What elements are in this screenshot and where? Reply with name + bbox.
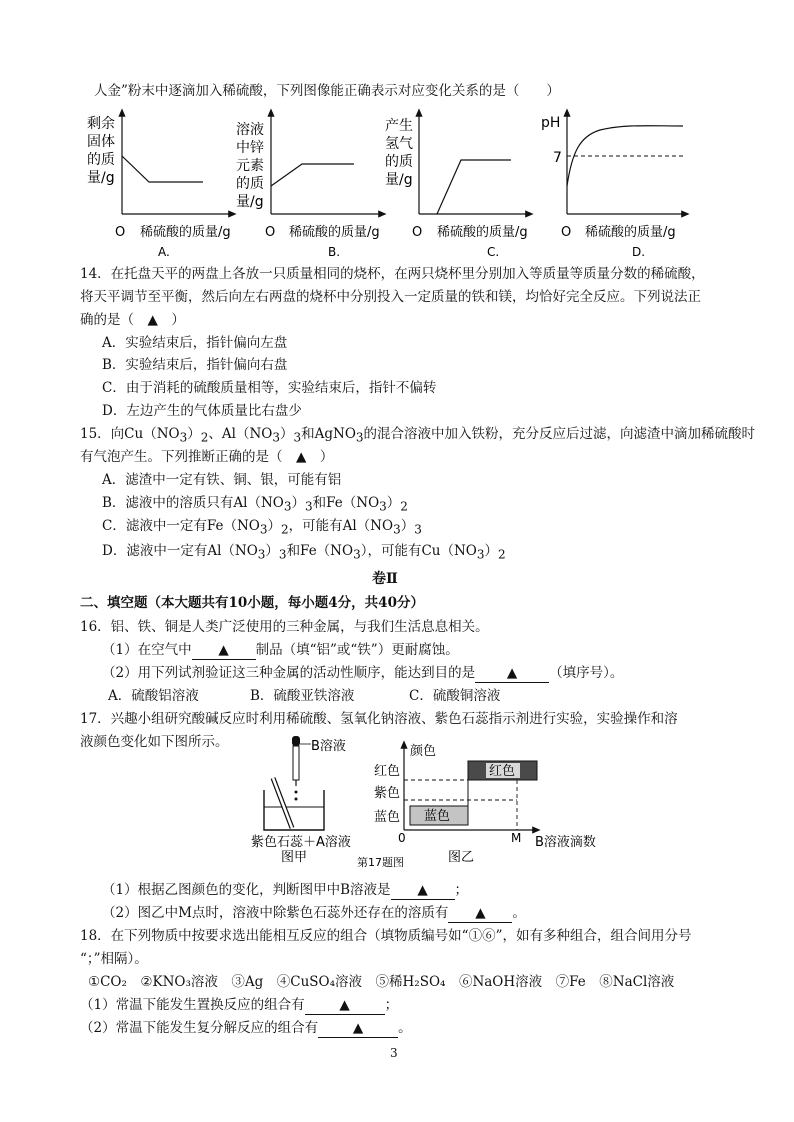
- graph-d-origin: O: [561, 225, 572, 240]
- graph-a-ylabel-0: 剩余: [87, 116, 115, 132]
- q18-blank-2: ▲: [318, 1019, 398, 1038]
- fig-a-beaker: [251, 736, 351, 865]
- q17-blank-2: ▲: [448, 904, 512, 923]
- graph-d-ref: 7: [553, 150, 562, 166]
- graph-d-xlabel: 稀硫酸的质量/g: [585, 225, 676, 240]
- fig-b-m: M: [511, 831, 522, 845]
- q15-option-c: C．滤液中一定有$Fe(NO_3)_2$，可能有$Al(NO_3)_3$: [102, 518, 422, 537]
- q18-line-1: 18．在下列物质中按要求选出能相互反应的组合（填物质编号如“①⑥”，如有多种组合，组合间用分号: [80, 928, 692, 944]
- fig-b-bar-red: 红色: [489, 764, 516, 779]
- graph-d: [541, 112, 686, 258]
- q15-line-1: 15．向$Cu(NO_3)_2$、$Al(NO_3)_3$和AgNO$_3$的混合溶液中加入铁粉，充分反应后过滤，向滤渣中滴加稀硫酸时: [80, 426, 756, 445]
- q17-part-1: （1）根据乙图颜色的变化，判断图甲中B溶液是 ▲ ；: [102, 882, 469, 898]
- q18-part-2: （2）常温下能发生复分解反应的组合有 ▲ 。: [80, 1020, 412, 1036]
- q15-line-2: 有气泡产生。下列推断正确的是（ ▲ ）: [80, 449, 334, 465]
- q15-option-d: D．滤液中一定有$Al(NO_3)_3$和$Fe(NO_3)$，可能有$Cu(NO_3)_2$: [102, 543, 506, 562]
- graph-a-option: A.: [158, 245, 170, 258]
- graph-b-option: B.: [328, 245, 341, 258]
- graph-d-option: D.: [632, 245, 646, 258]
- fig-b-level-purple: 紫色: [374, 786, 401, 801]
- q17-figure: [0, 734, 794, 874]
- section-2-heading: 二、填空题（本大题共有10小题，每小题4分，共40分）: [80, 595, 424, 611]
- q18-blank-1: ▲: [305, 996, 385, 1015]
- graph-d-ylabel: pH: [541, 115, 561, 131]
- fig-a-caption-2: 图甲: [281, 850, 308, 865]
- graph-a: [87, 112, 233, 258]
- q16-part-2: （2）用下列试剂验证这三种金属的活动性顺序，能达到目的是 ▲ （填序号）。: [102, 665, 624, 681]
- fig-b-level-blue: 蓝色: [374, 810, 401, 825]
- q13-graphs: [0, 108, 794, 258]
- fig-b-xlabel: B溶液滴数: [535, 835, 596, 850]
- graph-c-ylabel-2: 的质: [385, 154, 413, 170]
- fig-b-caption: 图乙: [448, 850, 475, 865]
- graph-b-ylabel-1: 中锌: [236, 140, 264, 156]
- q16-option-b: B．硫酸亚铁溶液: [250, 688, 355, 704]
- q18-part-1: （1）常温下能发生置换反应的组合有 ▲ ；: [80, 997, 399, 1013]
- q17-figure-caption: 第17题图: [357, 856, 404, 869]
- q14-option-c: C．由于消耗的硫酸质量相等，实验结束后，指针不偏转: [102, 380, 437, 396]
- q16-part-1: （1）在空气中 ▲ 制品（填“铝”或“铁”）更耐腐蚀。: [102, 642, 459, 658]
- graph-b: [236, 112, 383, 258]
- graph-b-xlabel: 稀硫酸的质量/g: [289, 225, 380, 240]
- q14-option-a: A．实验结束后，指针偏向左盘: [102, 335, 288, 351]
- q18-items: ①CO₂ ②KNO₃溶液 ③Ag ④CuSO₄溶液 ⑤稀H₂SO₄ ⑥NaOH溶液 ⑦Fe ⑧NaCl溶液: [88, 974, 675, 990]
- fig-a-caption-1: 紫色石蕊＋A溶液: [251, 835, 351, 850]
- q14-line-3: 确的是（ ▲ ）: [80, 312, 185, 328]
- graph-a-origin: O: [115, 225, 126, 240]
- q13-tail-text: 人金”粉末中逐滴加入稀硫酸，下列图像能正确表示对应变化关系的是（ ）: [94, 83, 560, 99]
- fig-b-color-chart: [374, 743, 596, 865]
- q17-line-2: 液颜色变化如下图所示。: [80, 734, 229, 750]
- q17-blank-1: ▲: [391, 881, 455, 900]
- fig-b-ylabel: 颜色: [410, 744, 437, 759]
- q14-option-d: D．左边产生的气体质量比右盘少: [102, 403, 302, 419]
- volume-2-heading: 卷Ⅱ: [372, 571, 398, 587]
- graph-a-ylabel-3: 量/g: [87, 170, 115, 186]
- q18-line-2: “；”相隔）。: [80, 951, 148, 967]
- fig-b-bar-blue: 蓝色: [424, 809, 451, 824]
- graph-b-ylabel-4: 量/g: [236, 194, 264, 210]
- graph-b-ylabel-2: 元素: [236, 158, 264, 174]
- graph-c-ylabel-0: 产生: [385, 118, 413, 134]
- graph-b-ylabel-3: 的质: [236, 176, 264, 192]
- fig-b-level-red: 红色: [374, 764, 401, 779]
- fig-b-origin: 0: [398, 831, 406, 845]
- q16-option-c: C．硫酸铜溶液: [409, 688, 501, 704]
- graph-b-ylabel-0: 溶液: [236, 122, 264, 138]
- graph-a-xlabel: 稀硫酸的质量/g: [140, 225, 231, 240]
- graph-c: [385, 112, 530, 258]
- graph-c-ylabel-3: 量/g: [385, 172, 413, 188]
- q15-option-b: B．滤液中的溶质只有$Al(NO_3)_3$和$Fe(NO_3)_2$: [102, 495, 408, 514]
- q16-blank-2: ▲: [475, 664, 549, 683]
- q17-part-2: （2）图乙中M点时，溶液中除紫色石蕊外还存在的溶质有 ▲ 。: [102, 905, 526, 921]
- graph-c-ylabel-1: 氢气: [385, 136, 413, 152]
- graph-c-option: C.: [487, 245, 500, 258]
- graph-c-xlabel: 稀硫酸的质量/g: [437, 225, 528, 240]
- q17-line-1: 17．兴趣小组研究酸碱反应时利用稀硫酸、氢氧化钠溶液、紫色石蕊指示剂进行实验，实验操作和溶: [80, 711, 678, 727]
- graph-c-origin: O: [412, 225, 423, 240]
- graph-a-ylabel-1: 固体: [87, 134, 115, 150]
- graph-b-origin: O: [265, 225, 276, 240]
- q14-line-2: 将天平调节至平衡，然后向左右两盘的烧杯中分别投入一定质量的铁和镁，均恰好完全反应。下列说法正: [80, 289, 701, 305]
- q15-option-a: A．滤渣中一定有铁、铜、银，可能有铝: [102, 472, 342, 488]
- q16-blank-1: ▲: [192, 641, 256, 660]
- q16-option-a: A．硫酸铝溶液: [108, 688, 199, 704]
- page-number: 3: [390, 1046, 398, 1060]
- q14-line-1: 14．在托盘天平的两盘上各放一只质量相同的烧杯，在两只烧杯里分别加入等质量等质量分数的稀硫酸，: [80, 266, 705, 282]
- fig-a-drop-label: B溶液: [311, 739, 346, 754]
- q14-option-b: B．实验结束后，指针偏向右盘: [102, 357, 288, 373]
- q16-stem: 16．铝、铁、铜是人类广泛使用的三种金属，与我们生活息息相关。: [80, 619, 489, 635]
- graph-a-ylabel-2: 的质: [87, 152, 115, 168]
